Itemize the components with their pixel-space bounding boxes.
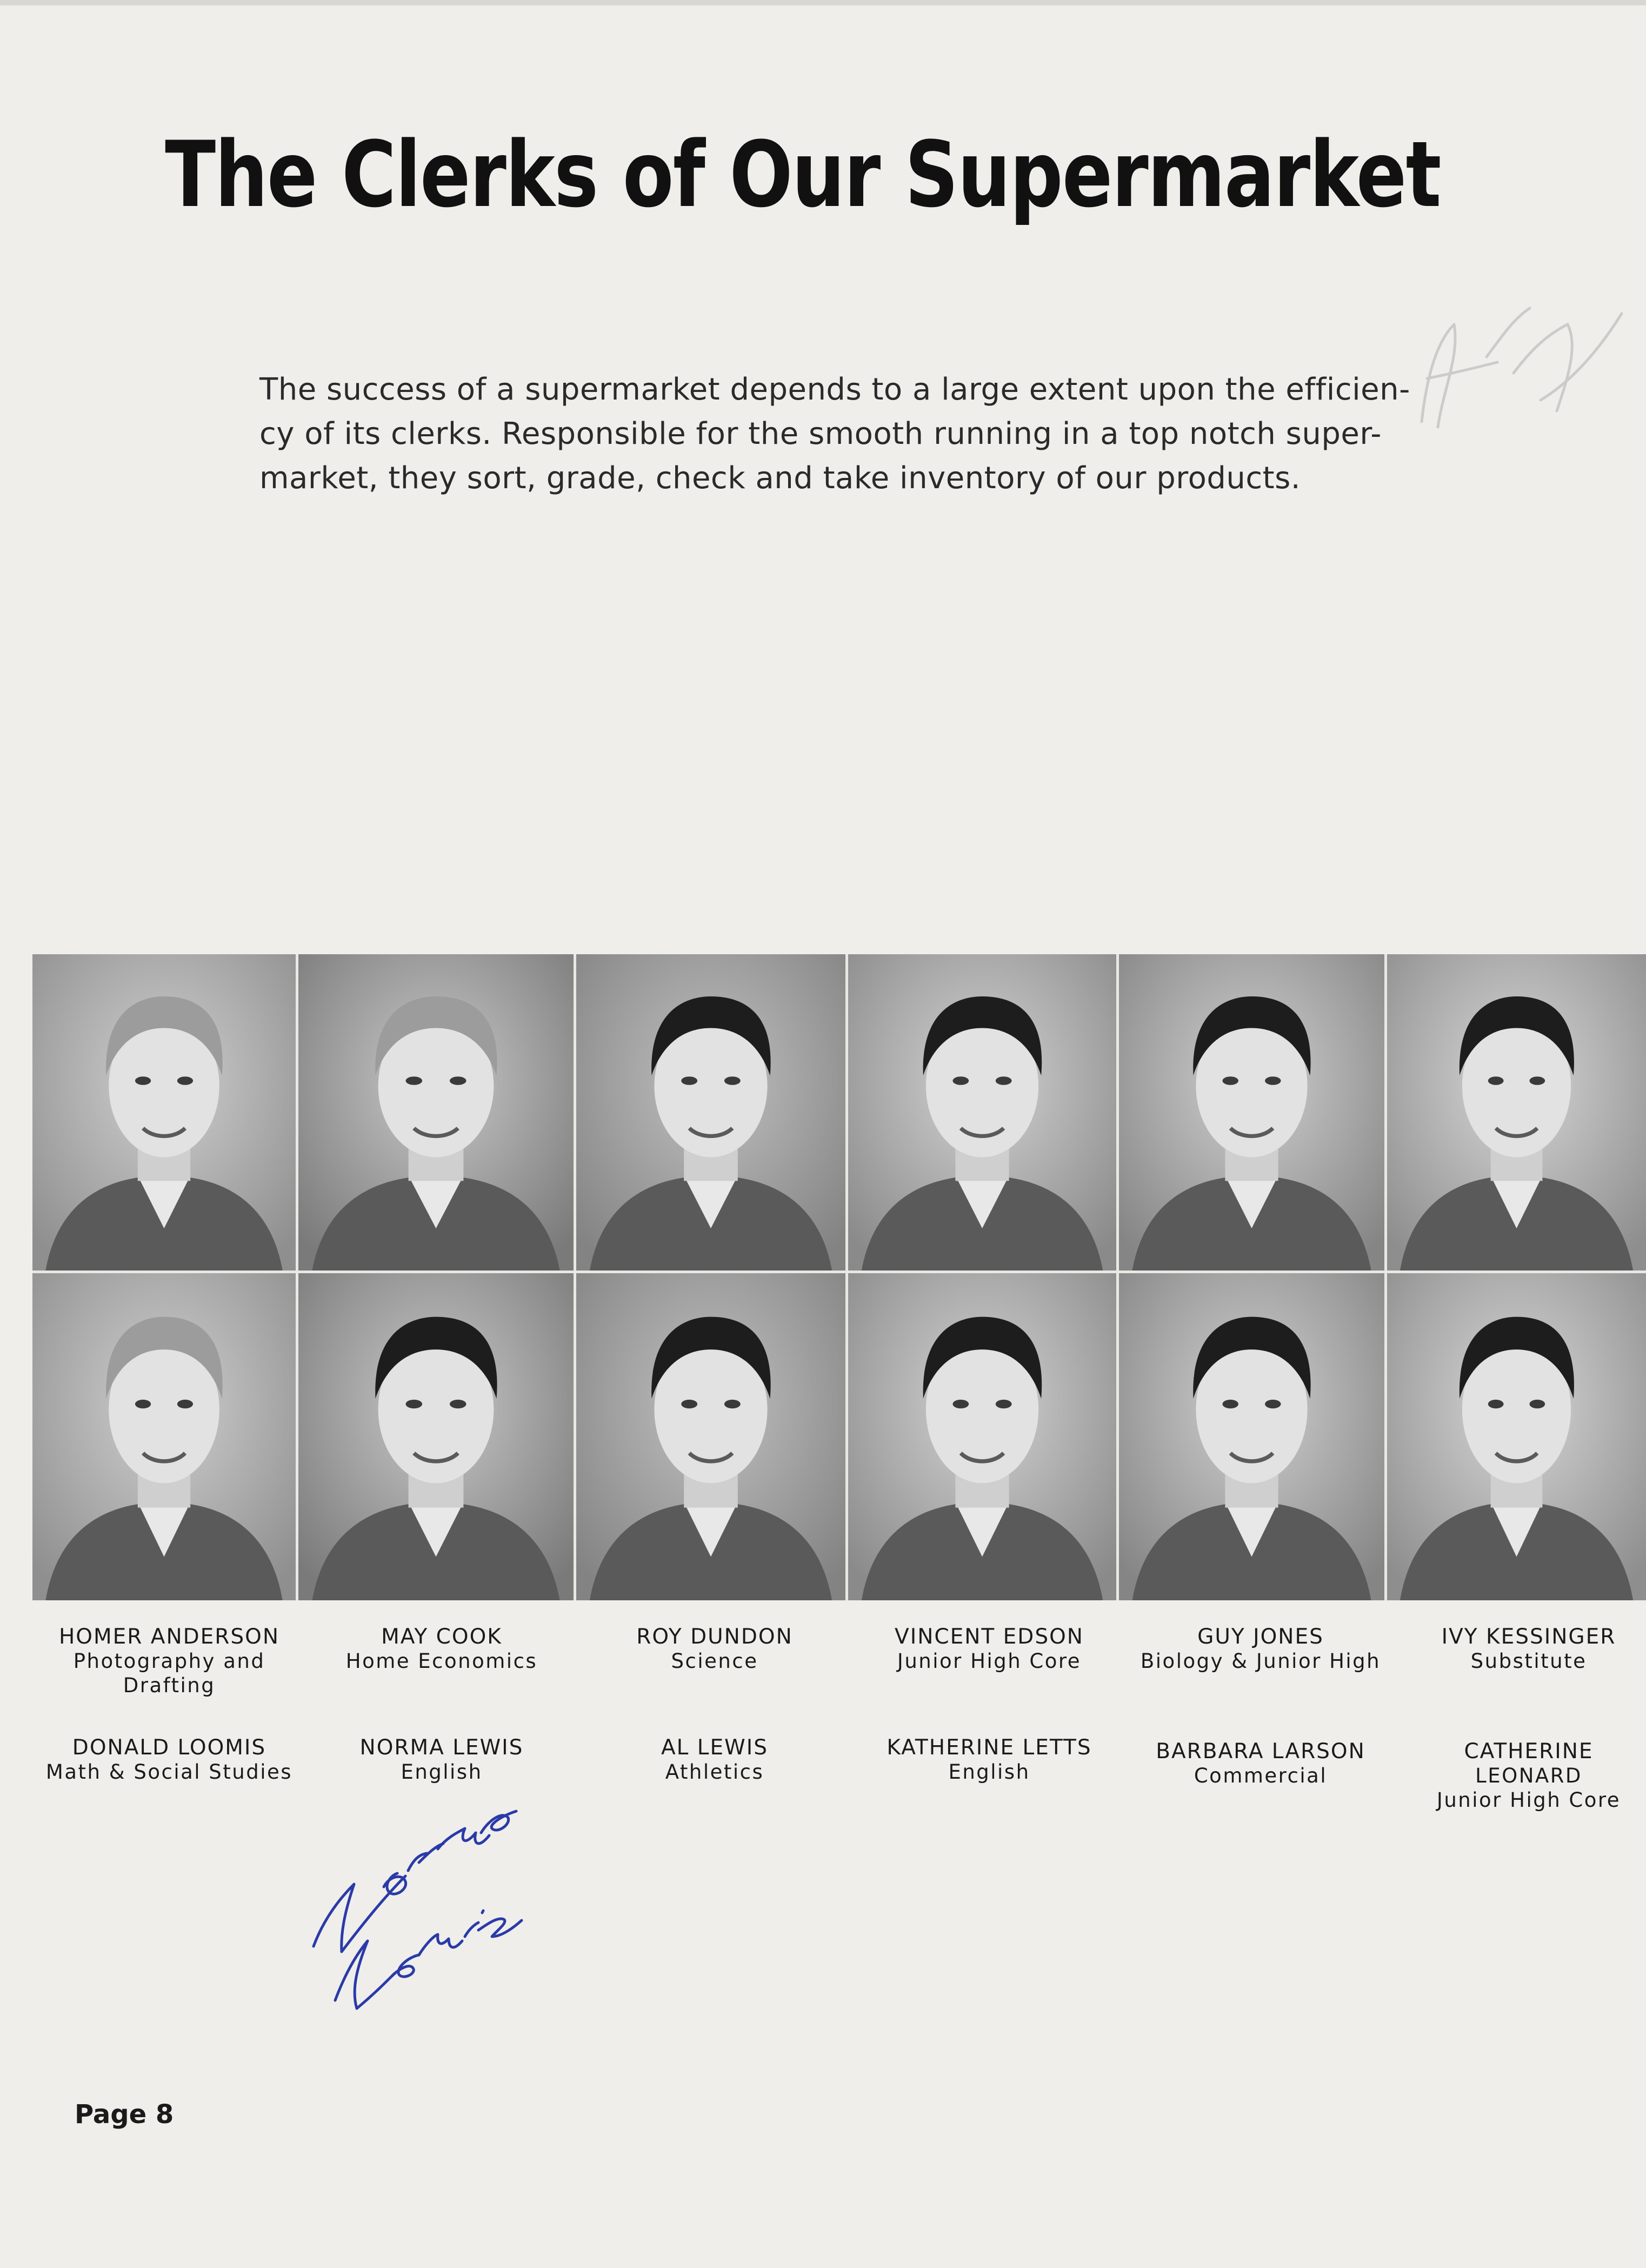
- portrait-photo: [298, 954, 574, 1271]
- staff-name: BARBARA LARSON: [1156, 1739, 1365, 1764]
- portrait-grid: [32, 954, 1646, 1600]
- staff-caption: [1394, 1739, 1646, 1812]
- staff-subject: Commercial: [1194, 1764, 1328, 1787]
- norma-lewis-signature: [303, 1795, 530, 2022]
- portrait-photo: [848, 954, 1116, 1271]
- staff-caption: [306, 1735, 577, 1784]
- portrait-photo: [1387, 954, 1646, 1271]
- staff-caption: [34, 1735, 304, 1784]
- staff-caption: [579, 1625, 850, 1673]
- intro-line: The success of a supermarket depends to a large extent upon the efficien-: [259, 372, 1410, 407]
- staff-name: KATHERINE LETTS: [887, 1735, 1092, 1760]
- portrait-photo: [848, 1273, 1116, 1600]
- staff-caption: [306, 1625, 577, 1673]
- intro-line: market, they sort, grade, check and take inventory of our products.: [259, 461, 1301, 496]
- portrait-photo: [298, 1273, 574, 1600]
- portrait-photo: [576, 954, 845, 1271]
- staff-subject: Home Economics: [345, 1650, 538, 1673]
- portrait-photo: [1387, 1273, 1646, 1600]
- portrait-photo: [1119, 1273, 1384, 1600]
- staff-name: VINCENT EDSON: [895, 1625, 1084, 1649]
- staff-caption: [1125, 1625, 1396, 1673]
- staff-name: ROY DUNDON: [636, 1625, 793, 1649]
- staff-name: DONALD LOOMIS: [72, 1735, 266, 1760]
- staff-subject: Junior High Core: [1436, 1788, 1621, 1812]
- staff-subject: Junior High Core: [897, 1650, 1082, 1673]
- portrait-photo: [32, 1273, 296, 1600]
- staff-caption: [1125, 1739, 1396, 1788]
- staff-name: GUY JONES: [1197, 1625, 1324, 1649]
- staff-caption: [854, 1625, 1124, 1673]
- portrait-photo: [1119, 954, 1384, 1271]
- staff-subject: Math & Social Studies: [45, 1760, 293, 1784]
- intro-line: cy of its clerks. Responsible for the smooth running in a top notch super-: [259, 416, 1382, 451]
- staff-subject: Biology & Junior High: [1140, 1650, 1381, 1673]
- staff-subject: Substitute: [1470, 1650, 1587, 1673]
- staff-name: NORMA LEWIS: [359, 1735, 524, 1760]
- staff-name: HOMER ANDERSON: [58, 1625, 280, 1649]
- staff-subject: LEONARD: [1475, 1764, 1582, 1787]
- margin-signature: [1405, 292, 1638, 443]
- caption-grid: [32, 1625, 1646, 1841]
- staff-subject: Photography and: [73, 1650, 265, 1673]
- staff-caption: [34, 1625, 304, 1698]
- intro-paragraph: [259, 368, 1410, 501]
- page-title: The Clerks of Our Supermarket: [165, 122, 1441, 228]
- staff-caption: [579, 1735, 850, 1784]
- staff-subject: English: [948, 1760, 1030, 1784]
- staff-caption: [1394, 1625, 1646, 1673]
- staff-name: AL LEWIS: [661, 1735, 768, 1760]
- staff-caption: [854, 1735, 1124, 1784]
- staff-name: MAY COOK: [381, 1625, 502, 1649]
- staff-subject: English: [401, 1760, 483, 1784]
- staff-name: CATHERINE: [1464, 1739, 1594, 1764]
- staff-subject: Athletics: [665, 1760, 764, 1784]
- page-number: Page 8: [75, 2099, 174, 2130]
- portrait-photo: [576, 1273, 845, 1600]
- page-edge: [0, 0, 1646, 5]
- staff-subject: Science: [671, 1650, 758, 1673]
- staff-name: IVY KESSINGER: [1441, 1625, 1616, 1649]
- staff-subject: Drafting: [123, 1674, 216, 1697]
- portrait-photo: [32, 954, 296, 1271]
